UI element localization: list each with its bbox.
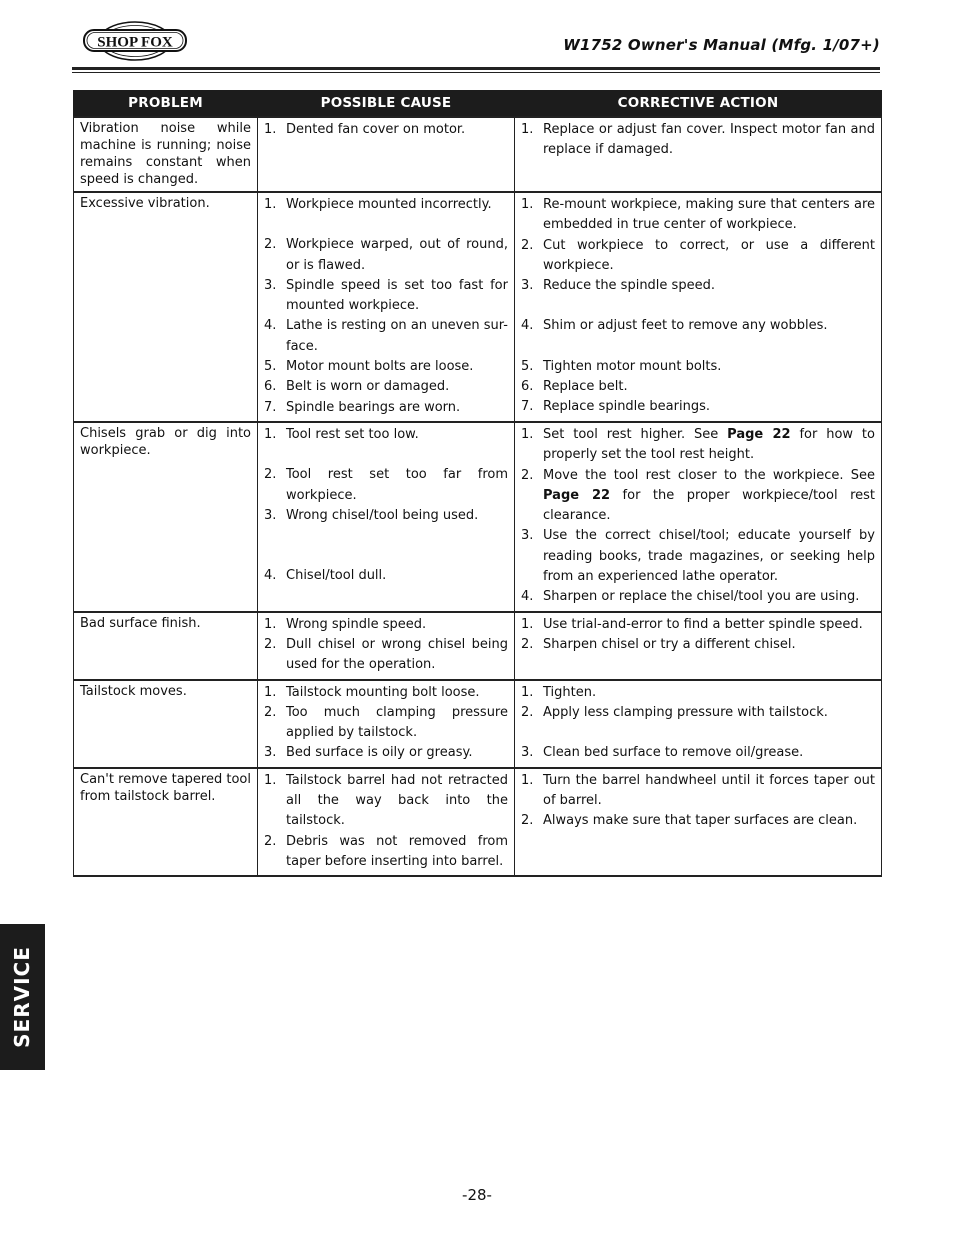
list-item: 7. Spindle bearings are worn.	[264, 399, 461, 415]
list-item: 4. Chisel/tool dull.	[264, 568, 387, 584]
list-item: 2. Apply less clamping pressure with tailstock.	[521, 704, 828, 720]
list-item: 2. Always make sure that taper surfaces are clean.	[521, 813, 858, 829]
cause-cell	[258, 422, 515, 612]
list-item: 5. Tighten motor mount bolts.	[521, 358, 722, 374]
cause-cell	[258, 192, 515, 422]
problem-cell: Tailstock moves.	[74, 680, 258, 768]
list-item: 3. Bed surface is oily or greasy.	[264, 745, 473, 761]
cause-cell	[258, 612, 515, 680]
list-item: 2. Dull chisel or wrong chisel being used for the operation.	[264, 636, 508, 673]
header-rule	[72, 67, 880, 70]
table-row	[74, 612, 882, 680]
list-item: 1. Tailstock barrel had not retracted all the way back into the tailstock.	[264, 772, 508, 829]
problem-cell: Bad surface finish.	[74, 612, 258, 680]
shop-fox-logo	[82, 18, 188, 64]
troubleshooting-table	[73, 90, 882, 877]
page-number: -28-	[462, 1186, 492, 1204]
list-item: 2. Sharpen chisel or try a different chisel.	[521, 636, 796, 652]
problem-cell: Excessive vibration.	[74, 192, 258, 422]
table-header-row	[74, 91, 882, 118]
list-item: 2. Too much clamping pressure applied by tailstock.	[264, 704, 508, 741]
list-item: 4. Sharpen or replace the chisel/tool you are using.	[521, 589, 860, 605]
list-item: 1. Tool rest set too low.	[264, 426, 419, 442]
list-item: 3. Reduce the spindle speed.	[521, 278, 715, 294]
column-header-possible-cause: POSSIBLE CAUSE	[258, 91, 515, 118]
list-item: 1. Dented fan cover on motor.	[264, 122, 466, 137]
problem-cell: Vibration noise while machine is running; noise remains constant when speed is changed.	[74, 117, 258, 192]
section-tab	[0, 924, 45, 1070]
list-item: 3. Use the correct chisel/tool; educate yourself by reading books, trade magazines, or seeking help from an experienced lathe operator.	[521, 528, 875, 585]
list-item: 4. Shim or adjust feet to remove any wobbles.	[521, 318, 828, 334]
header-rule-thin	[72, 72, 880, 73]
list-item: 5. Motor mount bolts are loose.	[264, 359, 474, 375]
list-item: 6. Replace belt.	[521, 379, 628, 395]
list-item: 2. Debris was not removed from taper before inserting into barrel.	[264, 833, 508, 869]
list-item: 1. Tailstock mounting bolt loose.	[264, 684, 480, 700]
action-cell	[515, 768, 882, 876]
list-item: 2. Move the tool rest closer to the workpiece. See Page 22 for the proper workpiece/tool rest clearance.	[521, 467, 875, 524]
list-item: 1. Turn the barrel handwheel until it forces taper out of barrel.	[521, 772, 875, 809]
list-item: 2. Cut workpiece to correct, or use a different workpiece.	[521, 237, 875, 273]
manual-title: W1752 Owner's Manual (Mfg. 1/07+)	[563, 36, 880, 54]
logo-text: SHOP FOX	[97, 34, 173, 51]
cause-cell	[258, 768, 515, 876]
list-item: 1. Replace or adjust fan cover. Inspect motor fan and replace if damaged.	[521, 122, 875, 158]
cause-cell	[258, 117, 515, 192]
list-item: 1. Use trial-and-error to find a better spindle speed.	[521, 616, 863, 632]
action-cell	[515, 117, 882, 192]
table-row	[74, 117, 882, 192]
cause-cell	[258, 680, 515, 768]
table-row	[74, 422, 882, 612]
column-header-corrective-action: CORRECTIVE ACTION	[515, 91, 882, 118]
list-item: 2. Tool rest set too far from workpiece.	[264, 467, 508, 503]
action-cell	[515, 192, 882, 422]
list-item: 3. Clean bed surface to remove oil/grease.	[521, 745, 804, 761]
list-item: 1. Tighten.	[521, 684, 597, 700]
list-item: 3. Wrong chisel/tool being used.	[264, 507, 479, 523]
table-row	[74, 192, 882, 422]
list-item: 7. Replace spindle bearings.	[521, 399, 710, 415]
table-row	[74, 768, 882, 876]
list-item: 2. Workpiece warped, out of round, or is flawed.	[264, 237, 508, 273]
section-tab-label: SERVICE	[10, 946, 34, 1048]
list-item: 3. Spindle speed is set too fast for mounted workpiece.	[264, 277, 508, 314]
problem-cell: Chisels grab or dig into workpiece.	[74, 422, 258, 612]
list-item: 1. Re-mount workpiece, making sure that centers are embedded in true center of workpiece.	[521, 197, 875, 233]
problem-cell: Can't remove tapered tool from tailstock barrel.	[74, 768, 258, 876]
action-cell	[515, 422, 882, 612]
list-item: 4. Lathe is resting on an uneven sur-face.	[264, 318, 508, 354]
list-item: 1. Workpiece mounted incorrectly.	[264, 197, 492, 212]
column-header-problem: PROBLEM	[74, 91, 258, 118]
list-item: 1. Set tool rest higher. See Page 22 for how to properly set the tool rest height.	[521, 426, 875, 463]
action-cell	[515, 680, 882, 768]
table-row	[74, 680, 882, 768]
action-cell	[515, 612, 882, 680]
list-item: 1. Wrong spindle speed.	[264, 616, 427, 632]
list-item: 6. Belt is worn or damaged.	[264, 379, 450, 395]
